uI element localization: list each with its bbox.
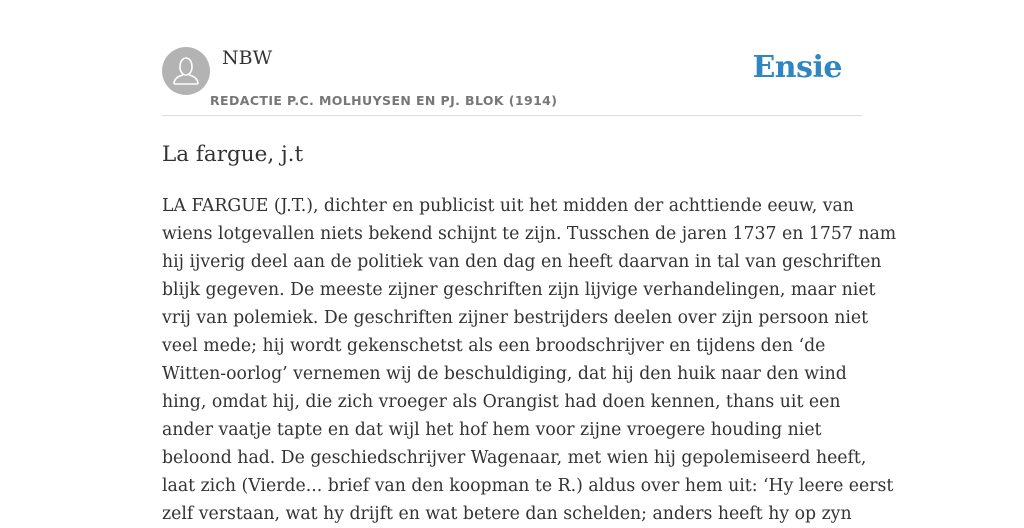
body-line: zelf verstaan, wat hy drijft en wat betere dan schelden; anders heeft hy op zyn [162,504,852,524]
body-line: laat zich (Vierde... brief van den koopman te R.) aldus over hem uit: ‘Hy leere eerst [162,476,894,496]
article-header [162,46,862,116]
body-line: vrij van polemiek. De geschriften zijner bestrijders deelen over zijn persoon niet [162,308,869,328]
body-line: hij ijverig deel aan de politiek van den dag en heeft daarvan in tal van geschriften [162,252,882,272]
body-line: beloond had. De geschiedschrijver Wagenaar, met wien hij gepolemiseerd heeft, [162,448,867,468]
body-line: veel mede; hij wordt gekenschetst als een broodschrijver en tijdens den ‘de [162,336,826,356]
site-logo[interactable]: Ensie [752,50,842,85]
article-title: La fargue, j.t [162,142,304,167]
source-subtitle: REDACTIE P.C. MOLHUYSEN EN PJ. BLOK (1914) [210,93,558,108]
body-line: hing, omdat hij, die zich vroeger als Orangist had doen kennen, thans uit een [162,392,841,412]
body-line: wiens lotgevallen niets bekend schijnt te zijn. Tusschen de jaren 1737 en 1757 nam [162,224,897,244]
author-name[interactable]: NBW [222,47,273,69]
article-body [162,192,897,528]
user-silhouette-icon [162,47,210,95]
body-line: LA FARGUE (J.T.), dichter en publicist uit het midden der achttiende eeuw, van [162,196,854,216]
body-line: ander vaatje tapte en dat wijl het hof hem voor zijne vroegere houding niet [162,420,822,440]
body-line: Witten-oorlog’ vernemen wij de beschuldiging, dat hij den huik naar den wind [162,364,847,384]
author-avatar[interactable] [162,47,210,95]
body-line: blijk gegeven. De meeste zijner geschriften zijn lijvige verhandelingen, maar niet [162,280,876,300]
